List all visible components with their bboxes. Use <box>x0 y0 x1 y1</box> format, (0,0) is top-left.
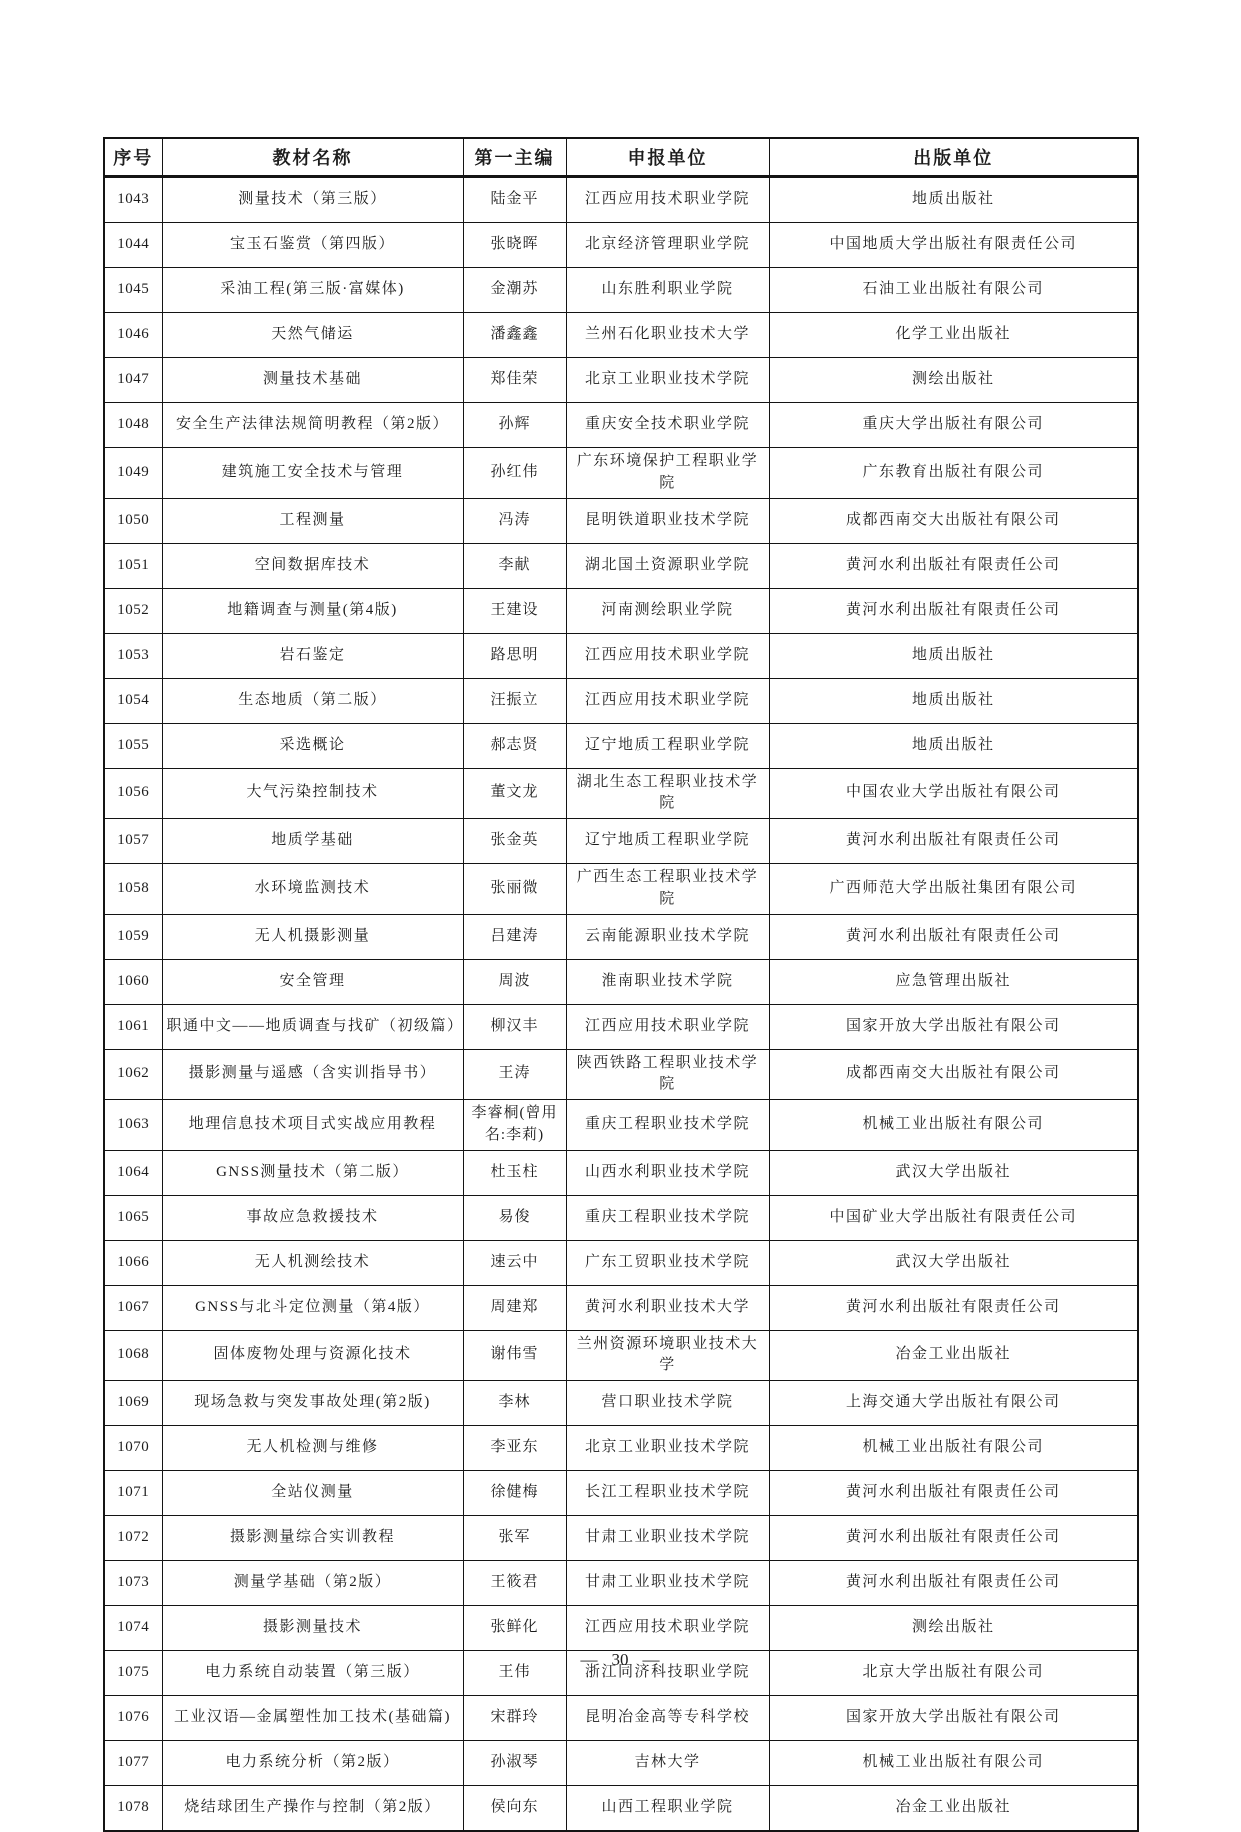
cell-title: 水环境监测技术 <box>162 864 463 915</box>
cell-editor: 张晓晖 <box>463 223 566 268</box>
cell-seq: 1073 <box>104 1561 162 1606</box>
cell-editor: 侯向东 <box>463 1786 566 1832</box>
cell-seq: 1055 <box>104 723 162 768</box>
table-row <box>104 177 1138 223</box>
table-row <box>104 1786 1138 1832</box>
cell-title: 工程测量 <box>162 498 463 543</box>
cell-seq: 1070 <box>104 1426 162 1471</box>
table-row <box>104 588 1138 633</box>
table-row <box>104 1049 1138 1100</box>
table-row <box>104 1741 1138 1786</box>
cell-pub: 黄河水利出版社有限责任公司 <box>769 1285 1138 1330</box>
cell-unit: 江西应用技术职业学院 <box>566 1606 769 1651</box>
cell-pub: 地质出版社 <box>769 723 1138 768</box>
cell-pub: 重庆大学出版社有限公司 <box>769 403 1138 448</box>
cell-seq: 1053 <box>104 633 162 678</box>
cell-title: 采选概论 <box>162 723 463 768</box>
table-row <box>104 914 1138 959</box>
cell-pub: 广东教育出版社有限公司 <box>769 448 1138 499</box>
cell-seq: 1063 <box>104 1100 162 1151</box>
table-row <box>104 1150 1138 1195</box>
cell-editor: 李献 <box>463 543 566 588</box>
cell-editor: 宋群玲 <box>463 1696 566 1741</box>
cell-title: 测量技术（第三版） <box>162 177 463 223</box>
cell-seq: 1057 <box>104 819 162 864</box>
cell-seq: 1071 <box>104 1471 162 1516</box>
cell-pub: 黄河水利出版社有限责任公司 <box>769 1561 1138 1606</box>
cell-pub: 上海交通大学出版社有限公司 <box>769 1381 1138 1426</box>
cell-title: 摄影测量技术 <box>162 1606 463 1651</box>
cell-pub: 机械工业出版社有限公司 <box>769 1426 1138 1471</box>
cell-editor: 冯涛 <box>463 498 566 543</box>
cell-title: 摄影测量综合实训教程 <box>162 1516 463 1561</box>
cell-editor: 郝志贤 <box>463 723 566 768</box>
cell-editor: 柳汉丰 <box>463 1004 566 1049</box>
table-body <box>104 177 1138 1832</box>
cell-unit: 黄河水利职业技术大学 <box>566 1285 769 1330</box>
cell-editor: 李亚东 <box>463 1426 566 1471</box>
cell-title: 建筑施工安全技术与管理 <box>162 448 463 499</box>
cell-unit: 北京经济管理职业学院 <box>566 223 769 268</box>
cell-pub: 黄河水利出版社有限责任公司 <box>769 1471 1138 1516</box>
cell-title: 岩石鉴定 <box>162 633 463 678</box>
cell-unit: 江西应用技术职业学院 <box>566 678 769 723</box>
cell-title: GNSS与北斗定位测量（第4版） <box>162 1285 463 1330</box>
cell-title: 职通中文——地质调查与找矿（初级篇） <box>162 1004 463 1049</box>
cell-pub: 黄河水利出版社有限责任公司 <box>769 914 1138 959</box>
table-row <box>104 678 1138 723</box>
cell-unit: 昆明铁道职业技术学院 <box>566 498 769 543</box>
cell-unit: 辽宁地质工程职业学院 <box>566 723 769 768</box>
cell-seq: 1049 <box>104 448 162 499</box>
cell-seq: 1065 <box>104 1195 162 1240</box>
cell-editor: 孙红伟 <box>463 448 566 499</box>
cell-editor: 张鲜化 <box>463 1606 566 1651</box>
cell-seq: 1064 <box>104 1150 162 1195</box>
cell-title: 无人机检测与维修 <box>162 1426 463 1471</box>
cell-title: 安全生产法律法规简明教程（第2版） <box>162 403 463 448</box>
cell-unit: 甘肃工业职业技术学院 <box>566 1516 769 1561</box>
table-row <box>104 1561 1138 1606</box>
cell-title: 事故应急救援技术 <box>162 1195 463 1240</box>
cell-title: 地籍调查与测量(第4版) <box>162 588 463 633</box>
cell-unit: 江西应用技术职业学院 <box>566 177 769 223</box>
cell-editor: 吕建涛 <box>463 914 566 959</box>
cell-seq: 1050 <box>104 498 162 543</box>
cell-unit: 江西应用技术职业学院 <box>566 1004 769 1049</box>
cell-unit: 云南能源职业技术学院 <box>566 914 769 959</box>
cell-unit: 陕西铁路工程职业技术学院 <box>566 1049 769 1100</box>
cell-title: 宝玉石鉴赏（第四版） <box>162 223 463 268</box>
cell-editor: 杜玉柱 <box>463 1150 566 1195</box>
cell-seq: 1077 <box>104 1741 162 1786</box>
cell-unit: 河南测绘职业学院 <box>566 588 769 633</box>
cell-pub: 中国农业大学出版社有限公司 <box>769 768 1138 819</box>
cell-editor: 陆金平 <box>463 177 566 223</box>
column-header-pub: 出版单位 <box>769 138 1138 177</box>
cell-seq: 1046 <box>104 313 162 358</box>
cell-pub: 应急管理出版社 <box>769 959 1138 1004</box>
cell-editor: 谢伟雪 <box>463 1330 566 1381</box>
cell-title: 摄影测量与遥感（含实训指导书） <box>162 1049 463 1100</box>
cell-title: 生态地质（第二版） <box>162 678 463 723</box>
table-row <box>104 959 1138 1004</box>
table-row <box>104 864 1138 915</box>
cell-seq: 1051 <box>104 543 162 588</box>
cell-unit: 营口职业技术学院 <box>566 1381 769 1426</box>
cell-seq: 1068 <box>104 1330 162 1381</box>
cell-editor: 徐健梅 <box>463 1471 566 1516</box>
cell-unit: 淮南职业技术学院 <box>566 959 769 1004</box>
cell-title: 无人机摄影测量 <box>162 914 463 959</box>
cell-pub: 地质出版社 <box>769 678 1138 723</box>
cell-unit: 湖北国土资源职业学院 <box>566 543 769 588</box>
cell-editor: 易俊 <box>463 1195 566 1240</box>
table-row <box>104 448 1138 499</box>
cell-unit: 吉林大学 <box>566 1741 769 1786</box>
cell-unit: 浙江同济科技职业学院 <box>566 1651 769 1696</box>
cell-seq: 1059 <box>104 914 162 959</box>
textbook-table <box>103 137 1139 1832</box>
cell-pub: 黄河水利出版社有限责任公司 <box>769 819 1138 864</box>
cell-title: 烧结球团生产操作与控制（第2版） <box>162 1786 463 1832</box>
table-row <box>104 1100 1138 1151</box>
cell-seq: 1048 <box>104 403 162 448</box>
cell-editor: 路思明 <box>463 633 566 678</box>
cell-pub: 黄河水利出版社有限责任公司 <box>769 588 1138 633</box>
cell-title: 电力系统分析（第2版） <box>162 1741 463 1786</box>
cell-unit: 重庆安全技术职业学院 <box>566 403 769 448</box>
cell-seq: 1066 <box>104 1240 162 1285</box>
cell-seq: 1056 <box>104 768 162 819</box>
cell-title: 采油工程(第三版·富媒体) <box>162 268 463 313</box>
cell-pub: 冶金工业出版社 <box>769 1330 1138 1381</box>
table-row <box>104 1381 1138 1426</box>
cell-unit: 湖北生态工程职业技术学院 <box>566 768 769 819</box>
cell-editor: 王涛 <box>463 1049 566 1100</box>
table-row <box>104 1516 1138 1561</box>
table-header-row <box>104 138 1138 177</box>
cell-title: 工业汉语—金属塑性加工技术(基础篇) <box>162 1696 463 1741</box>
footer-left-dash: — <box>580 1650 598 1669</box>
table-row <box>104 358 1138 403</box>
cell-unit: 辽宁地质工程职业学院 <box>566 819 769 864</box>
cell-seq: 1054 <box>104 678 162 723</box>
cell-editor: 王伟 <box>463 1651 566 1696</box>
cell-title: 电力系统自动装置（第三版） <box>162 1651 463 1696</box>
cell-editor: 汪振立 <box>463 678 566 723</box>
cell-unit: 江西应用技术职业学院 <box>566 633 769 678</box>
table-row <box>104 313 1138 358</box>
cell-title: 全站仪测量 <box>162 1471 463 1516</box>
cell-seq: 1047 <box>104 358 162 403</box>
table-row <box>104 223 1138 268</box>
table-row <box>104 1285 1138 1330</box>
header-row <box>104 138 1138 177</box>
cell-pub: 武汉大学出版社 <box>769 1150 1138 1195</box>
cell-seq: 1069 <box>104 1381 162 1426</box>
cell-title: 大气污染控制技术 <box>162 768 463 819</box>
cell-seq: 1072 <box>104 1516 162 1561</box>
cell-seq: 1075 <box>104 1651 162 1696</box>
cell-unit: 广西生态工程职业技术学院 <box>566 864 769 915</box>
cell-editor: 郑佳荣 <box>463 358 566 403</box>
cell-editor: 李林 <box>463 1381 566 1426</box>
cell-title: 测量学基础（第2版） <box>162 1561 463 1606</box>
cell-unit: 昆明冶金高等专科学校 <box>566 1696 769 1741</box>
table-row <box>104 1004 1138 1049</box>
cell-unit: 长江工程职业技术学院 <box>566 1471 769 1516</box>
table-row <box>104 1696 1138 1741</box>
cell-editor: 周波 <box>463 959 566 1004</box>
cell-editor: 王筱君 <box>463 1561 566 1606</box>
cell-editor: 张丽微 <box>463 864 566 915</box>
page-footer <box>103 1650 1137 1670</box>
cell-pub: 国家开放大学出版社有限公司 <box>769 1004 1138 1049</box>
cell-pub: 冶金工业出版社 <box>769 1786 1138 1832</box>
table-row <box>104 1195 1138 1240</box>
table-row <box>104 403 1138 448</box>
table-row <box>104 1426 1138 1471</box>
cell-editor: 张金英 <box>463 819 566 864</box>
cell-editor: 潘鑫鑫 <box>463 313 566 358</box>
cell-title: 无人机测绘技术 <box>162 1240 463 1285</box>
cell-title: GNSS测量技术（第二版） <box>162 1150 463 1195</box>
cell-pub: 测绘出版社 <box>769 1606 1138 1651</box>
cell-pub: 地质出版社 <box>769 633 1138 678</box>
table-row <box>104 1471 1138 1516</box>
cell-unit: 重庆工程职业技术学院 <box>566 1195 769 1240</box>
column-header-editor: 第一主编 <box>463 138 566 177</box>
cell-editor: 李睿桐(曾用名:李莉) <box>463 1100 566 1151</box>
cell-title: 测量技术基础 <box>162 358 463 403</box>
table-row <box>104 268 1138 313</box>
cell-pub: 中国矿业大学出版社有限责任公司 <box>769 1195 1138 1240</box>
table-row <box>104 768 1138 819</box>
cell-pub: 测绘出版社 <box>769 358 1138 403</box>
cell-title: 现场急救与突发事故处理(第2版) <box>162 1381 463 1426</box>
cell-seq: 1062 <box>104 1049 162 1100</box>
cell-unit: 兰州石化职业技术大学 <box>566 313 769 358</box>
cell-pub: 化学工业出版社 <box>769 313 1138 358</box>
cell-seq: 1052 <box>104 588 162 633</box>
table-row <box>104 633 1138 678</box>
cell-seq: 1043 <box>104 177 162 223</box>
cell-title: 固体废物处理与资源化技术 <box>162 1330 463 1381</box>
table-row <box>104 1606 1138 1651</box>
cell-editor: 王建设 <box>463 588 566 633</box>
cell-editor: 孙辉 <box>463 403 566 448</box>
cell-seq: 1078 <box>104 1786 162 1832</box>
cell-unit: 重庆工程职业技术学院 <box>566 1100 769 1151</box>
cell-pub: 北京大学出版社有限公司 <box>769 1651 1138 1696</box>
cell-seq: 1067 <box>104 1285 162 1330</box>
table-row <box>104 498 1138 543</box>
cell-editor: 孙淑琴 <box>463 1741 566 1786</box>
cell-seq: 1044 <box>104 223 162 268</box>
cell-unit: 山西工程职业学院 <box>566 1786 769 1832</box>
footer-right-dash: — <box>642 1650 660 1669</box>
cell-title: 天然气储运 <box>162 313 463 358</box>
cell-title: 安全管理 <box>162 959 463 1004</box>
cell-pub: 石油工业出版社有限公司 <box>769 268 1138 313</box>
cell-pub: 成都西南交大出版社有限公司 <box>769 498 1138 543</box>
cell-pub: 黄河水利出版社有限责任公司 <box>769 543 1138 588</box>
table-row <box>104 819 1138 864</box>
cell-pub: 机械工业出版社有限公司 <box>769 1741 1138 1786</box>
cell-pub: 广西师范大学出版社集团有限公司 <box>769 864 1138 915</box>
cell-unit: 山西水利职业技术学院 <box>566 1150 769 1195</box>
cell-seq: 1060 <box>104 959 162 1004</box>
table-row <box>104 1240 1138 1285</box>
cell-seq: 1045 <box>104 268 162 313</box>
cell-unit: 广东工贸职业技术学院 <box>566 1240 769 1285</box>
cell-unit: 兰州资源环境职业技术大学 <box>566 1330 769 1381</box>
cell-seq: 1074 <box>104 1606 162 1651</box>
cell-editor: 金潮苏 <box>463 268 566 313</box>
cell-seq: 1058 <box>104 864 162 915</box>
cell-title: 空间数据库技术 <box>162 543 463 588</box>
column-header-title: 教材名称 <box>162 138 463 177</box>
cell-title: 地质学基础 <box>162 819 463 864</box>
cell-unit: 北京工业职业技术学院 <box>566 1426 769 1471</box>
cell-editor: 速云中 <box>463 1240 566 1285</box>
cell-pub: 机械工业出版社有限公司 <box>769 1100 1138 1151</box>
cell-pub: 成都西南交大出版社有限公司 <box>769 1049 1138 1100</box>
cell-unit: 广东环境保护工程职业学院 <box>566 448 769 499</box>
table-row <box>104 543 1138 588</box>
cell-pub: 地质出版社 <box>769 177 1138 223</box>
column-header-unit: 申报单位 <box>566 138 769 177</box>
cell-seq: 1061 <box>104 1004 162 1049</box>
table-row <box>104 1330 1138 1381</box>
cell-seq: 1076 <box>104 1696 162 1741</box>
cell-unit: 甘肃工业职业技术学院 <box>566 1561 769 1606</box>
cell-editor: 董文龙 <box>463 768 566 819</box>
column-header-seq: 序号 <box>104 138 162 177</box>
cell-unit: 北京工业职业技术学院 <box>566 358 769 403</box>
table-row <box>104 723 1138 768</box>
cell-editor: 周建郑 <box>463 1285 566 1330</box>
cell-pub: 国家开放大学出版社有限公司 <box>769 1696 1138 1741</box>
cell-unit: 山东胜利职业学院 <box>566 268 769 313</box>
cell-title: 地理信息技术项目式实战应用教程 <box>162 1100 463 1151</box>
cell-pub: 武汉大学出版社 <box>769 1240 1138 1285</box>
page-number: 30 <box>611 1650 629 1669</box>
cell-pub: 黄河水利出版社有限责任公司 <box>769 1516 1138 1561</box>
cell-pub: 中国地质大学出版社有限责任公司 <box>769 223 1138 268</box>
cell-editor: 张军 <box>463 1516 566 1561</box>
